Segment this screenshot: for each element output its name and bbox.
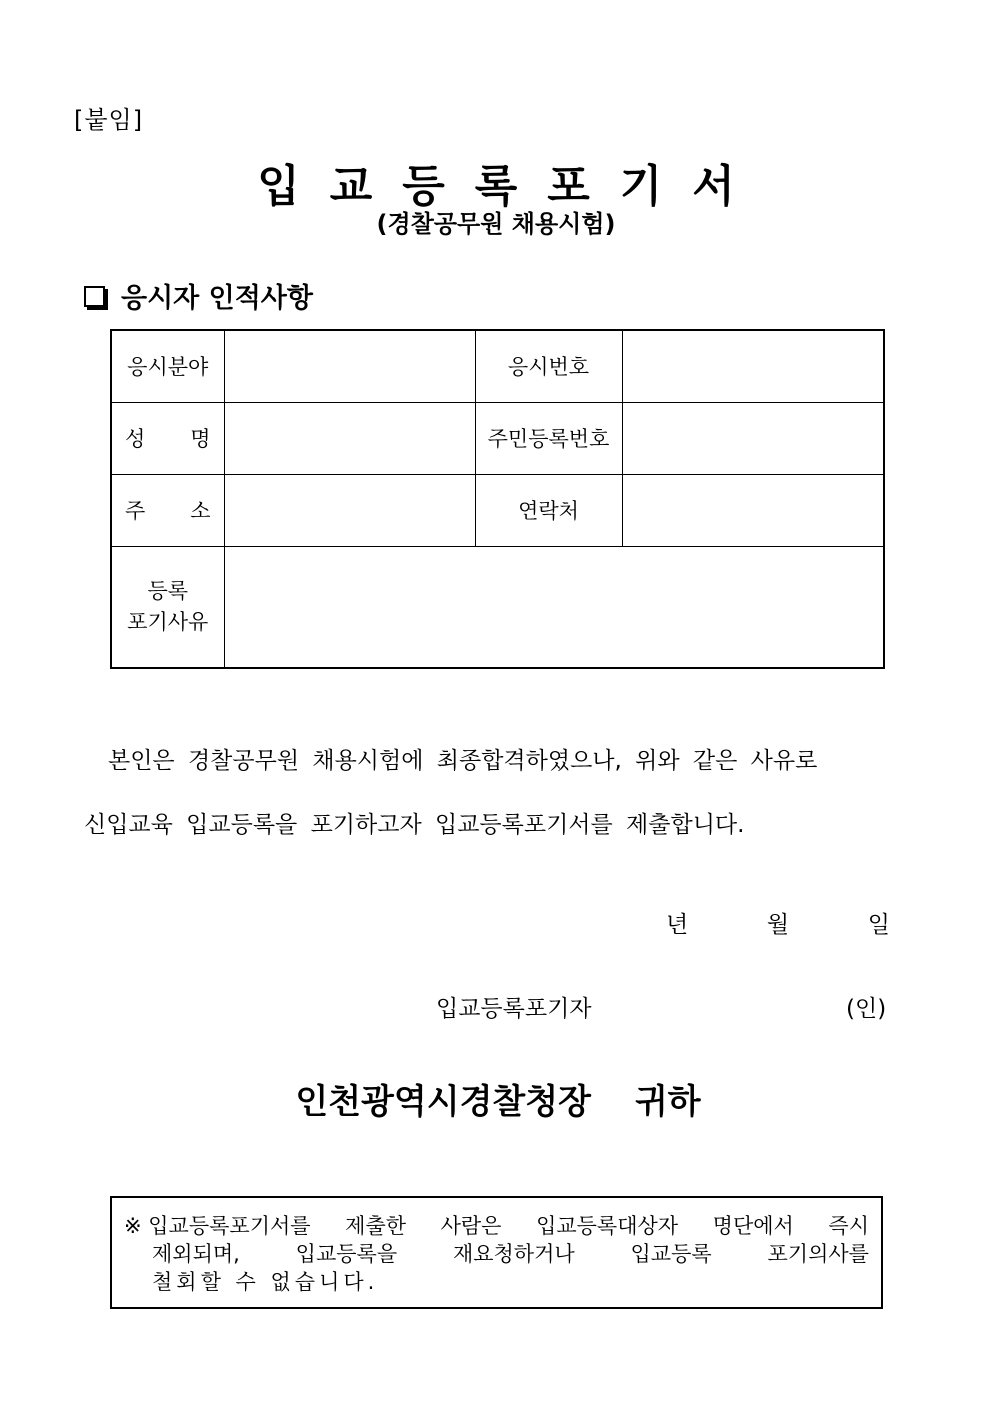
resident-number-label: 주민등록번호 [475, 402, 622, 474]
reason-label-line: 등록 [147, 578, 189, 603]
addressee-honorific: 귀하 [634, 1082, 701, 1122]
checkbox-icon [84, 286, 105, 307]
section-heading [84, 276, 313, 315]
year-label: 년 [666, 912, 689, 938]
reason-value-cell[interactable] [224, 546, 884, 668]
signer-label: 입교등록포기자 [436, 996, 592, 1022]
applicant-info-table [110, 329, 885, 669]
statement-line [84, 729, 894, 793]
document-title: 입교등록포기서 [257, 161, 765, 212]
resident-number-value-cell[interactable] [622, 402, 884, 474]
notice-box [110, 1196, 883, 1309]
table-row [111, 330, 884, 402]
table-row [111, 474, 884, 546]
addressee [0, 1074, 992, 1123]
notice-word: 명단에서 [712, 1214, 794, 1238]
contact-label: 연락처 [475, 474, 622, 546]
notice-line [124, 1212, 869, 1240]
notice-word: 사람은 [440, 1214, 502, 1238]
address-label-cell [111, 474, 224, 546]
notice-word: 입교등록 [630, 1242, 712, 1266]
notice-word: ※ 입교등록포기서를 [124, 1214, 311, 1238]
address-value-cell[interactable] [224, 474, 475, 546]
table-row [111, 402, 884, 474]
addressee-name: 인천광역시경찰청장 [295, 1082, 591, 1122]
name-value-cell[interactable] [224, 402, 475, 474]
attachment-label: [붙임] [74, 106, 144, 134]
document-subtitle: (경찰공무원 채용시험) [376, 210, 616, 238]
name-label-part: 성 [125, 427, 146, 451]
notice-line [124, 1240, 869, 1268]
exam-number-value-cell[interactable] [622, 330, 884, 402]
notice-word: 제외되며, [152, 1242, 240, 1266]
name-label-cell [111, 402, 224, 474]
reason-label-line: 포기사유 [127, 609, 209, 634]
notice-word: 포기의사를 [767, 1242, 869, 1266]
notice-word: 즉시 [828, 1214, 869, 1238]
reason-label-cell [111, 546, 224, 668]
address-label-part: 주 [125, 499, 146, 523]
date-line [666, 906, 890, 939]
exam-number-label: 응시번호 [475, 330, 622, 402]
name-label-part: 명 [190, 427, 211, 451]
statement-paragraph [84, 729, 894, 857]
month-label: 월 [766, 912, 790, 938]
notice-word: 입교등록을 [295, 1242, 398, 1266]
seal-label: (인) [846, 996, 887, 1022]
field-value-cell[interactable] [224, 330, 475, 402]
section-heading-text: 응시자 인적사항 [121, 283, 313, 314]
notice-word: 재요청하거나 [452, 1242, 575, 1266]
day-label: 일 [867, 912, 890, 938]
notice-line: 철회할 수 없습니다. [152, 1270, 379, 1294]
notice-word: 제출한 [345, 1214, 407, 1238]
statement-line: 신입교육 입교등록을 포기하고자 입교등록포기서를 제출합니다. [84, 812, 745, 838]
table-row [111, 546, 884, 668]
field-label: 응시분야 [111, 330, 224, 402]
notice-word: 입교등록대상자 [536, 1214, 679, 1238]
address-label-part: 소 [190, 499, 211, 523]
statement-line-text: 본인은 경찰공무원 채용시험에 최종합격하였으나, 위와 같은 사유로 [108, 748, 818, 774]
contact-value-cell[interactable] [622, 474, 884, 546]
